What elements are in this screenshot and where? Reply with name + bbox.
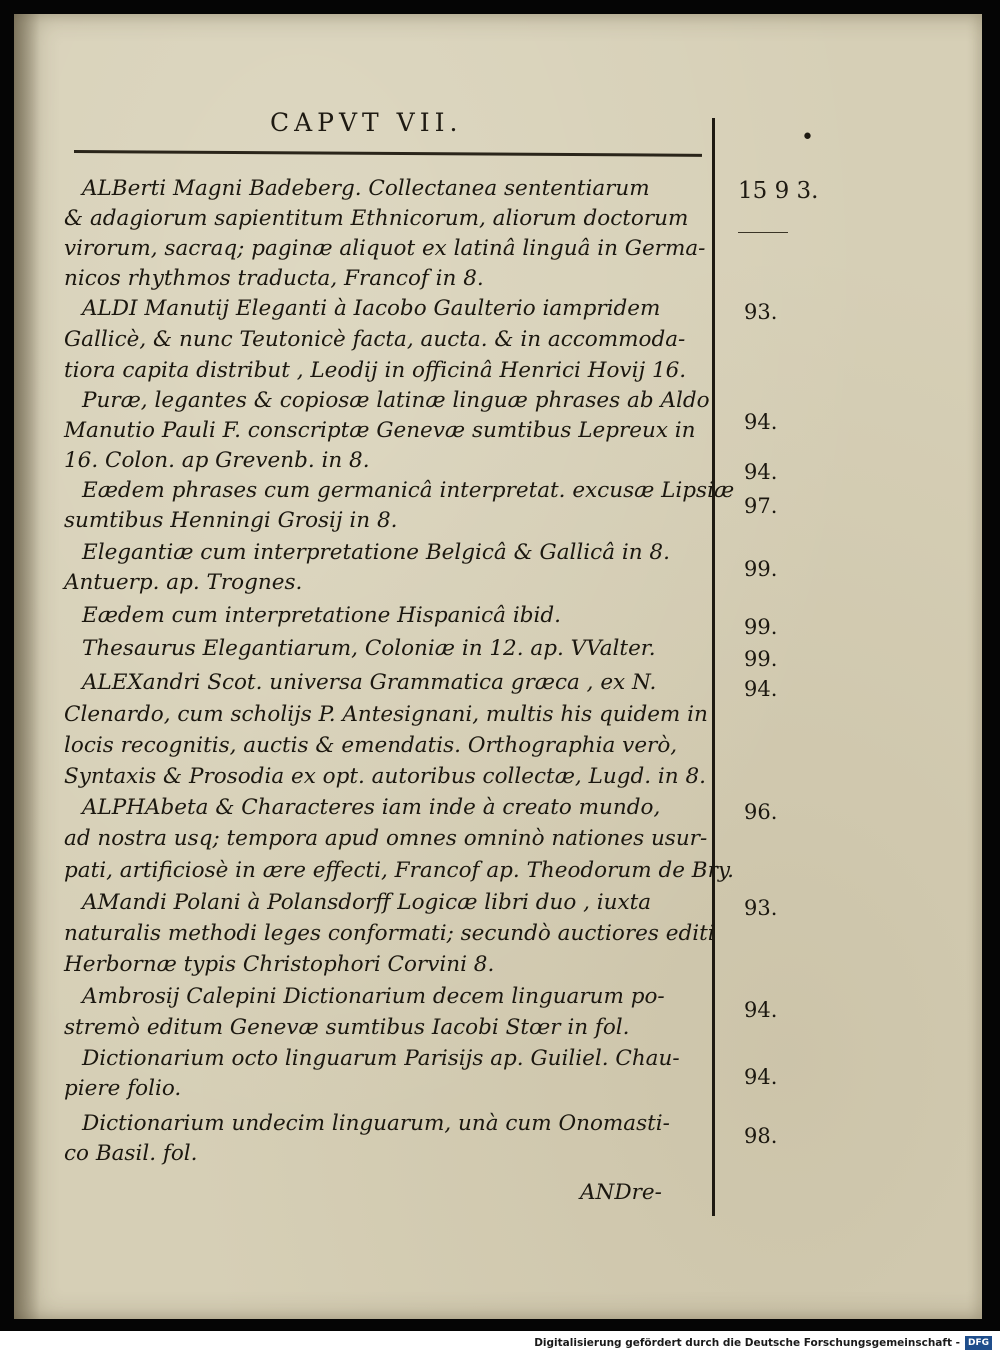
entry-line: sumtibus Henningi Grosij in 8. xyxy=(64,508,398,533)
entry-line: pati, artificiosè in ære effecti, Francof ap. Theodorum de Bry. xyxy=(64,858,734,883)
entry-line: Ambrosij Calepini Dictionarium decem linguarum po- xyxy=(82,984,665,1009)
page-reference: 99. xyxy=(744,615,778,639)
entry-line: ALEXandri Scot. universa Grammatica græca , ex N. xyxy=(82,670,657,695)
entry-line: Eædem phrases cum germanicâ interpretat. excusæ Lipsiæ xyxy=(82,478,735,503)
entry-line: Syntaxis & Prosodia ex opt. autoribus collectæ, Lugd. in 8. xyxy=(64,764,706,789)
entry-line: nicos rhythmos traducta, Francof in 8. xyxy=(64,266,484,291)
entry-line: ALPHAbeta & Characteres iam inde à creato mundo, xyxy=(82,795,661,820)
page-reference: 94. xyxy=(744,677,778,701)
entry-line: co Basil. fol. xyxy=(64,1141,198,1166)
entry-line: Clenardo, cum scholijs P. Antesignani, multis his quidem in xyxy=(64,702,708,727)
entry-line: Dictionarium undecim linguarum, unà cum Onomasti- xyxy=(82,1111,670,1136)
entry-line: virorum, sacraq; paginæ aliquot ex latinâ linguâ in Germa- xyxy=(64,236,706,261)
page-reference: 99. xyxy=(744,557,778,581)
page-reference: 99. xyxy=(744,647,778,671)
year-marginal-note: 15 9 3. xyxy=(738,178,819,204)
dfg-logo: DFG xyxy=(965,1336,992,1350)
entry-line: ALDI Manutij Eleganti à Iacobo Gaulterio iampridem xyxy=(82,296,661,321)
entry-line: AMandi Polani à Polansdorff Logicæ libri duo , iuxta xyxy=(82,890,652,915)
catchword: ANDre- xyxy=(580,1180,662,1205)
entry-line: Manutio Pauli F. conscriptæ Genevæ sumtibus Lepreux in xyxy=(64,418,696,443)
entry-line: ad nostra usq; tempora apud omnes omninò nationes usur- xyxy=(64,826,708,851)
entry-line: tiora capita distribut , Leodij in officinâ Henrici Hovij 16. xyxy=(64,358,687,383)
page-reference: 94. xyxy=(744,998,778,1022)
entry-line: piere folio. xyxy=(64,1076,182,1101)
entry-line: Elegantiæ cum interpretatione Belgicâ & Gallicâ in 8. xyxy=(82,540,670,565)
entry-line: & adagiorum sapientitum Ethnicorum, aliorum doctorum xyxy=(64,206,689,231)
page-reference: 93. xyxy=(744,896,778,920)
page-marker: • xyxy=(801,125,814,150)
page-reference: 94. xyxy=(744,410,778,434)
digitization-footer xyxy=(0,1331,1000,1355)
funding-credit: Digitalisierung gefördert durch die Deutsche Forschungsgemeinschaft - xyxy=(534,1337,960,1349)
entry-line: Dictionarium octo linguarum Parisijs ap. Guiliel. Chau- xyxy=(82,1046,680,1071)
entry-line: Herbornæ typis Christophori Corvini 8. xyxy=(64,952,495,977)
running-head: CAPVT VII. xyxy=(270,108,463,137)
page-reference: 97. xyxy=(744,494,778,518)
page-reference: 96. xyxy=(744,800,778,824)
page-reference: 94. xyxy=(744,1065,778,1089)
entry-line: 16. Colon. ap Grevenb. in 8. xyxy=(64,448,370,473)
entry-line: Thesaurus Elegantiarum, Coloniæ in 12. ap. VValter. xyxy=(82,636,656,661)
entry-line: stremò editum Genevæ sumtibus Iacobi Stœr in fol. xyxy=(64,1015,630,1040)
entry-line: naturalis methodi leges conformati; secundò auctiores editi xyxy=(64,921,715,946)
page-reference: 98. xyxy=(744,1124,778,1148)
page-reference: 94. xyxy=(744,460,778,484)
entry-line: Puræ, legantes & copiosæ latinæ linguæ phrases ab Aldo xyxy=(82,388,710,413)
entry-line: ALBerti Magni Badeberg. Collectanea sententiarum xyxy=(82,176,650,201)
page-reference: 93. xyxy=(744,300,778,324)
entry-line: Gallicè, & nunc Teutonicè facta, aucta. & in accommoda- xyxy=(64,327,686,352)
entry-line: locis recognitis, auctis & emendatis. Orthographia verò, xyxy=(64,733,678,758)
entry-line: Antuerp. ap. Trognes. xyxy=(64,570,303,595)
entry-line: Eædem cum interpretatione Hispanicâ ibid. xyxy=(82,603,561,628)
